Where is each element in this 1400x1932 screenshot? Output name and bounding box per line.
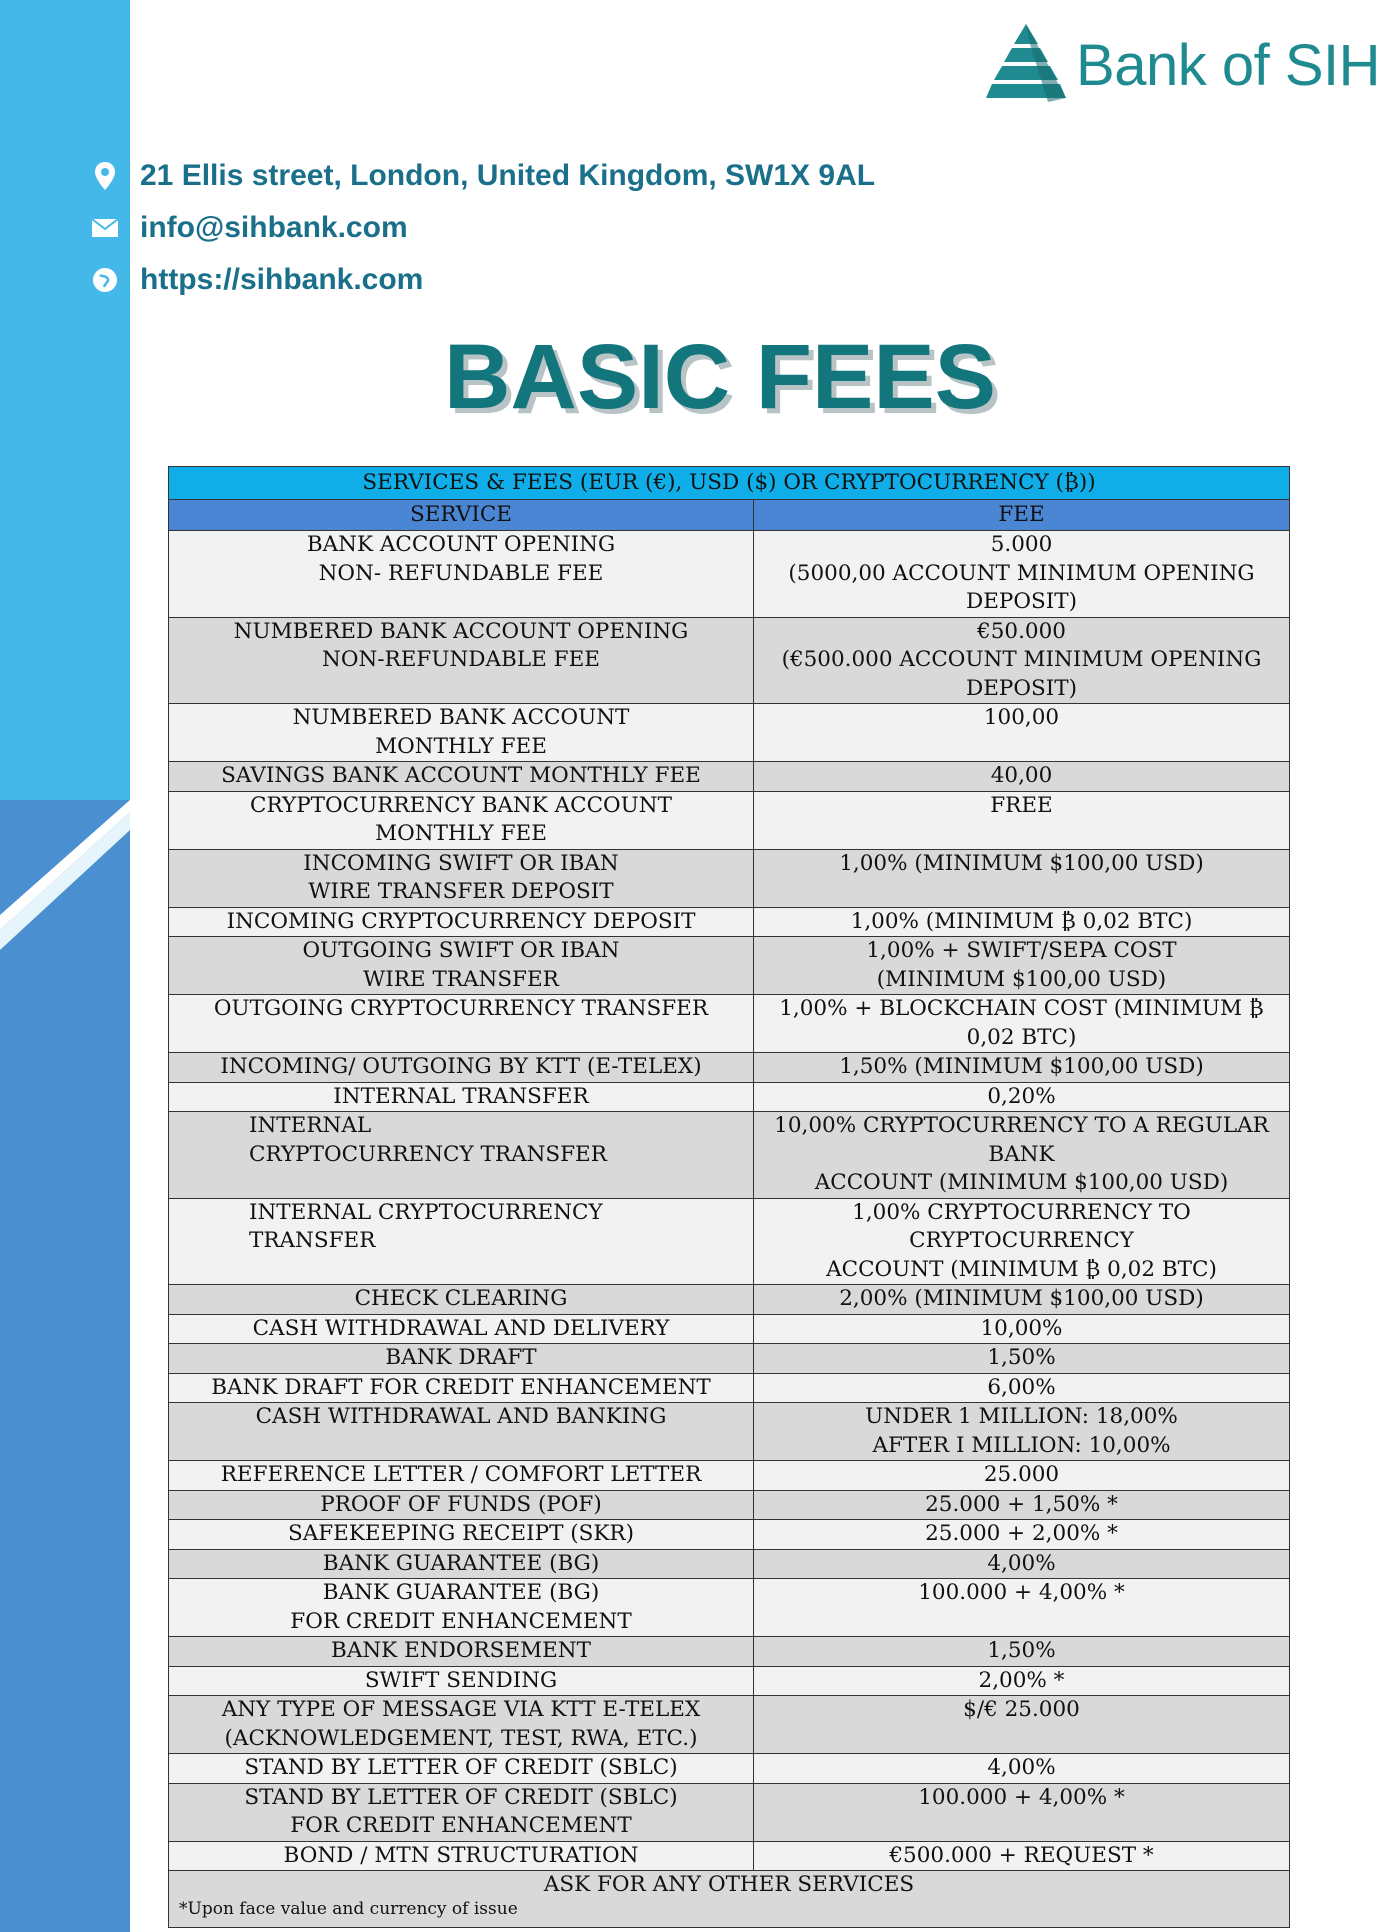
service-cell xyxy=(169,1285,754,1315)
service-cell xyxy=(169,1696,754,1754)
service-line: STAND BY LETTER OF CREDIT (SBLC) xyxy=(244,1784,678,1810)
fee-line: 1,50% xyxy=(987,1345,1056,1370)
service-line: MONTHLY FEE xyxy=(375,821,547,846)
service-line: TRANSFER xyxy=(249,1228,376,1253)
service-line xyxy=(175,1432,747,1461)
table-row xyxy=(169,1783,1290,1841)
fee-cell xyxy=(754,1403,1290,1461)
service-line: CASH WITHDRAWAL AND BANKING xyxy=(255,1404,667,1429)
fee-line: 2,00% (MINIMUM $100,00 USD) xyxy=(839,1286,1204,1311)
fee-line: (€500.000 ACCOUNT MINIMUM OPENING DEPOSIT) xyxy=(781,647,1262,701)
table-row xyxy=(169,1461,1290,1491)
table-row xyxy=(169,1285,1290,1315)
fee-line: €500.000 + REQUEST * xyxy=(889,1842,1154,1868)
service-cell xyxy=(169,1198,754,1285)
fee-line: 100.000 + 4,00% * xyxy=(918,1784,1125,1810)
fee-line: 1,50% (MINIMUM $100,00 USD) xyxy=(839,1054,1204,1079)
table-row xyxy=(169,791,1290,849)
service-cell xyxy=(169,704,754,762)
fee-line: 10,00% CRYPTOCURRENCY TO A REGULAR BANK xyxy=(774,1113,1269,1167)
table-row xyxy=(169,1112,1290,1199)
fee-cell xyxy=(754,1783,1290,1841)
fee-cell xyxy=(754,937,1290,995)
pyramid-logo-icon xyxy=(986,22,1066,108)
fee-line xyxy=(760,820,1283,849)
fee-line: ACCOUNT (MINIMUM ₿ 0,02 BTC) xyxy=(826,1256,1217,1282)
service-line: PROOF OF FUNDS (POF) xyxy=(320,1491,602,1517)
fee-cell xyxy=(754,1841,1290,1871)
service-line: NON-REFUNDABLE FEE xyxy=(322,647,600,672)
service-line: SAFEKEEPING RECEIPT (SKR) xyxy=(287,1521,634,1546)
fee-cell xyxy=(754,1520,1290,1550)
fee-line xyxy=(760,733,1283,762)
globe-icon xyxy=(90,265,120,295)
fee-line: 4,00% xyxy=(987,1550,1056,1576)
table-caption: SERVICES & FEES (EUR (€), USD ($) OR CRYPTOCURRENCY (₿)) xyxy=(169,467,1290,500)
service-line: INCOMING CRYPTOCURRENCY DEPOSIT xyxy=(226,908,696,934)
table-row xyxy=(169,1082,1290,1112)
fee-line: 25.000 + 2,00% * xyxy=(925,1521,1118,1546)
fee-cell xyxy=(754,704,1290,762)
service-cell xyxy=(169,1373,754,1403)
fee-cell xyxy=(754,1549,1290,1579)
fee-line: (5000,00 ACCOUNT MINIMUM OPENING DEPOSIT) xyxy=(788,560,1255,614)
fee-line: 1,00% + BLOCKCHAIN COST (MINIMUM ₿ 0,02 BTC) xyxy=(779,996,1264,1050)
table-row xyxy=(169,1314,1290,1344)
table-row xyxy=(169,531,1290,618)
service-cell xyxy=(169,1490,754,1520)
fee-cell xyxy=(754,1666,1290,1696)
table-row xyxy=(169,1053,1290,1083)
fee-line xyxy=(760,1725,1283,1754)
website-link[interactable]: https://sihbank.com xyxy=(140,263,424,296)
table-row xyxy=(169,1841,1290,1871)
fee-cell xyxy=(754,1696,1290,1754)
fee-line: 25.000 xyxy=(983,1462,1060,1487)
table-row xyxy=(169,1490,1290,1520)
service-line: INTERNAL CRYPTOCURRENCY xyxy=(249,1199,603,1225)
bank-name: Bank of SIH xyxy=(1076,32,1380,98)
fee-cell xyxy=(754,1637,1290,1667)
fee-cell xyxy=(754,995,1290,1053)
column-header-service: SERVICE xyxy=(169,500,754,531)
fee-line: $/€ 25.000 xyxy=(963,1697,1080,1722)
fee-cell xyxy=(754,907,1290,937)
service-line: FOR CREDIT ENHANCEMENT xyxy=(290,1813,632,1838)
service-line: BANK ENDORSEMENT xyxy=(331,1638,591,1663)
fee-line: 1,00% (MINIMUM ₿ 0,02 BTC) xyxy=(850,908,1193,934)
service-cell xyxy=(169,617,754,704)
table-row xyxy=(169,1696,1290,1754)
table-row xyxy=(169,1579,1290,1637)
table-row xyxy=(169,1637,1290,1667)
fee-cell xyxy=(754,1344,1290,1374)
service-cell xyxy=(169,1579,754,1637)
table-row xyxy=(169,1373,1290,1403)
table-row xyxy=(169,762,1290,792)
table-row xyxy=(169,907,1290,937)
table-row xyxy=(169,1403,1290,1461)
fee-cell xyxy=(754,1285,1290,1315)
contact-list xyxy=(90,150,875,306)
table-row xyxy=(169,1754,1290,1784)
fee-line: ACCOUNT (MINIMUM $100,00 USD) xyxy=(814,1170,1229,1195)
service-line: (ACKNOWLEDGEMENT, TEST, RWA, ETC.) xyxy=(224,1725,698,1751)
footer-text: ASK FOR ANY OTHER SERVICES xyxy=(543,1872,915,1897)
fee-cell xyxy=(754,1490,1290,1520)
table-row xyxy=(169,704,1290,762)
service-cell xyxy=(169,1314,754,1344)
service-line: OUTGOING CRYPTOCURRENCY TRANSFER xyxy=(213,996,709,1021)
service-line: WIRE TRANSFER xyxy=(363,966,559,992)
fee-cell xyxy=(754,531,1290,618)
service-line: BANK GUARANTEE (BG) xyxy=(322,1580,600,1605)
table-row xyxy=(169,1344,1290,1374)
service-cell xyxy=(169,937,754,995)
table-footer-row xyxy=(169,1871,1290,1928)
service-line: SAVINGS BANK ACCOUNT MONTHLY FEE xyxy=(221,763,701,788)
service-cell xyxy=(169,791,754,849)
service-line: NUMBERED BANK ACCOUNT OPENING xyxy=(233,618,689,644)
fee-line: 5.000 xyxy=(990,532,1053,557)
service-cell xyxy=(169,1520,754,1550)
service-line: CRYPTOCURRENCY BANK ACCOUNT xyxy=(250,792,672,818)
table-row xyxy=(169,617,1290,704)
service-cell xyxy=(169,1549,754,1579)
service-cell xyxy=(169,907,754,937)
table-row xyxy=(169,1666,1290,1696)
footer-cell xyxy=(169,1871,1290,1928)
service-cell xyxy=(169,849,754,907)
service-cell xyxy=(169,1053,754,1083)
fee-cell xyxy=(754,1461,1290,1491)
service-line: BANK GUARANTEE (BG) xyxy=(322,1550,600,1576)
table-row xyxy=(169,995,1290,1053)
fee-line: 1,00% + SWIFT/SEPA COST xyxy=(866,938,1177,963)
table-row xyxy=(169,1520,1290,1550)
page-title: BASIC FEES xyxy=(443,326,997,428)
fee-line: 0,20% xyxy=(987,1083,1056,1109)
fee-cell xyxy=(754,1579,1290,1637)
service-line: INTERNAL TRANSFER xyxy=(333,1083,589,1109)
fee-line: (MINIMUM $100,00 USD) xyxy=(876,966,1167,992)
fee-cell xyxy=(754,1082,1290,1112)
service-cell xyxy=(169,1112,754,1199)
service-cell xyxy=(169,1783,754,1841)
service-line: INCOMING/ OUTGOING BY KTT (E-TELEX) xyxy=(220,1054,702,1079)
contact-email xyxy=(90,202,875,254)
service-line: BANK DRAFT xyxy=(385,1345,537,1370)
fee-line: UNDER 1 MILLION: 18,00% xyxy=(865,1404,1178,1429)
bank-logo xyxy=(986,22,1380,108)
service-line: NUMBERED BANK ACCOUNT xyxy=(292,705,630,730)
fee-cell xyxy=(754,1112,1290,1199)
fee-cell xyxy=(754,1053,1290,1083)
fees-table xyxy=(168,466,1290,1928)
location-pin-icon xyxy=(90,161,120,191)
table-row xyxy=(169,1549,1290,1579)
fee-line xyxy=(760,878,1283,907)
fee-line: 2,00% * xyxy=(978,1667,1065,1693)
service-line: REFERENCE LETTER / COMFORT LETTER xyxy=(220,1462,702,1487)
fee-cell xyxy=(754,617,1290,704)
envelope-icon xyxy=(90,213,120,243)
address-text: 21 Ellis street, London, United Kingdom, SW1X 9AL xyxy=(140,159,876,192)
fee-line: 4,00% xyxy=(987,1755,1056,1780)
fee-cell xyxy=(754,762,1290,792)
service-line: CASH WITHDRAWAL AND DELIVERY xyxy=(252,1315,670,1341)
service-cell xyxy=(169,531,754,618)
service-line: NON- REFUNDABLE FEE xyxy=(318,560,604,586)
service-line: BOND / MTN STRUCTURATION xyxy=(283,1842,639,1868)
fee-line: AFTER I MILLION: 10,00% xyxy=(872,1432,1171,1458)
service-cell xyxy=(169,1637,754,1667)
fee-line: 6,00% xyxy=(987,1374,1056,1400)
fee-line: 25.000 + 1,50% * xyxy=(925,1491,1118,1517)
service-line: SWIFT SENDING xyxy=(364,1667,558,1693)
column-header-fee: FEE xyxy=(754,500,1290,531)
fee-cell xyxy=(754,1198,1290,1285)
service-line: OUTGOING SWIFT OR IBAN xyxy=(302,938,620,963)
contact-website xyxy=(90,254,875,306)
table-row xyxy=(169,849,1290,907)
service-line: BANK DRAFT FOR CREDIT ENHANCEMENT xyxy=(211,1374,711,1400)
service-cell xyxy=(169,1082,754,1112)
fee-cell xyxy=(754,849,1290,907)
fee-line: 100,00 xyxy=(983,705,1060,730)
fee-cell xyxy=(754,1754,1290,1784)
footnote: *Upon face value and currency of issue xyxy=(179,1898,518,1919)
service-line: CHECK CLEARING xyxy=(354,1286,568,1311)
fee-line: 40,00 xyxy=(990,763,1053,788)
fee-line: 1,00% (MINIMUM $100,00 USD) xyxy=(839,850,1204,876)
service-cell xyxy=(169,1403,754,1461)
service-cell xyxy=(169,762,754,792)
service-line: ANY TYPE OF MESSAGE VIA KTT E-TELEX xyxy=(221,1697,701,1722)
service-line: STAND BY LETTER OF CREDIT (SBLC) xyxy=(244,1755,678,1780)
table-row xyxy=(169,937,1290,995)
table-row xyxy=(169,1198,1290,1285)
fee-line xyxy=(760,1608,1283,1637)
service-cell xyxy=(169,1841,754,1871)
service-line: CRYPTOCURRENCY TRANSFER xyxy=(249,1141,607,1167)
fee-line: 1,00% CRYPTOCURRENCY TO CRYPTOCURRENCY xyxy=(852,1199,1191,1253)
service-line: FOR CREDIT ENHANCEMENT xyxy=(290,1608,632,1634)
service-cell xyxy=(169,1754,754,1784)
fee-line: 1,50% xyxy=(987,1638,1056,1663)
service-line: MONTHLY FEE xyxy=(375,733,547,759)
service-cell xyxy=(169,1666,754,1696)
service-line: INTERNAL xyxy=(249,1113,372,1138)
service-line: INCOMING SWIFT OR IBAN xyxy=(303,850,619,876)
fee-line: FREE xyxy=(990,792,1053,818)
fee-line: €50.000 xyxy=(977,618,1066,644)
service-line: WIRE TRANSFER DEPOSIT xyxy=(308,879,614,904)
fee-line: 100.000 + 4,00% * xyxy=(918,1580,1125,1605)
service-cell xyxy=(169,1461,754,1491)
service-cell xyxy=(169,995,754,1053)
service-cell xyxy=(169,1344,754,1374)
email-link[interactable]: info@sihbank.com xyxy=(140,211,408,244)
fee-cell xyxy=(754,1314,1290,1344)
fee-cell xyxy=(754,1373,1290,1403)
contact-address xyxy=(90,150,875,202)
service-line: BANK ACCOUNT OPENING xyxy=(306,532,616,557)
fee-line xyxy=(760,1812,1283,1841)
fee-cell xyxy=(754,791,1290,849)
fee-line: 10,00% xyxy=(980,1315,1063,1341)
